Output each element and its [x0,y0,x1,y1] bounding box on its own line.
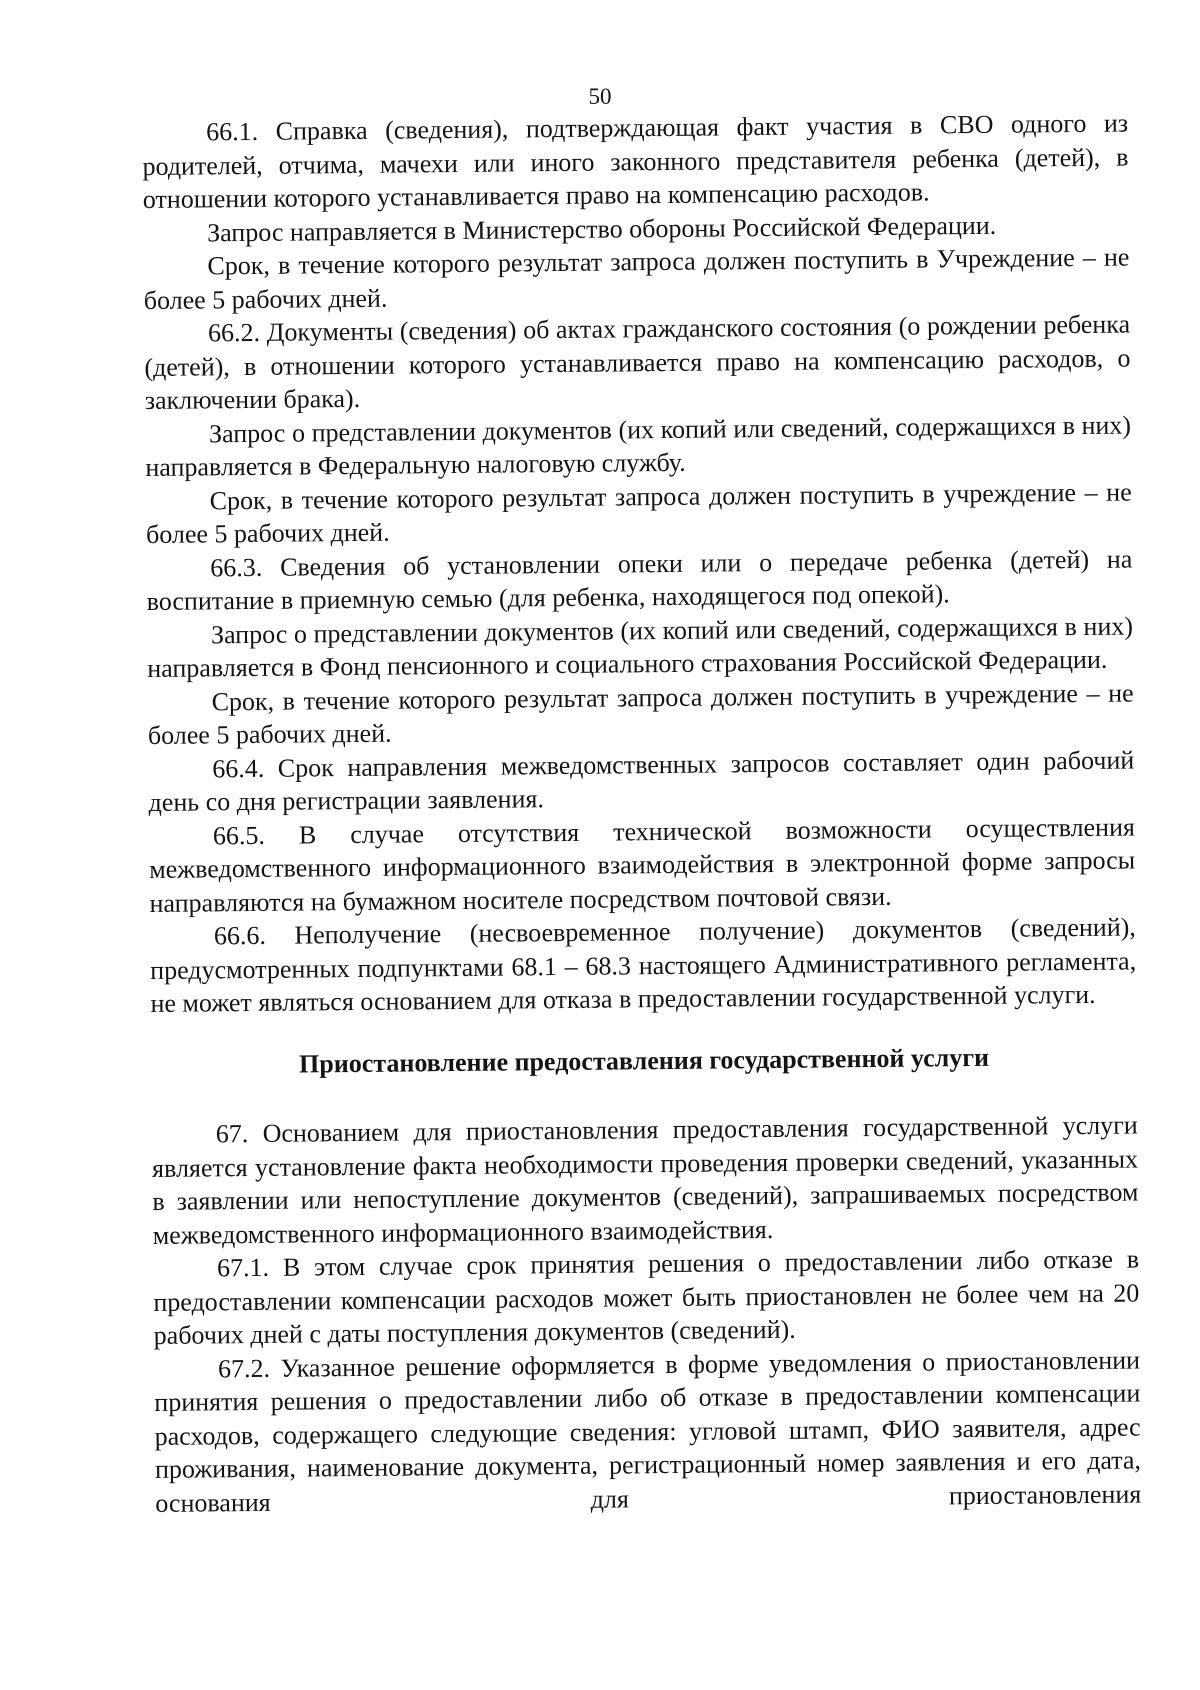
paragraph-66-1-deadline: Срок, в течение которого результат запроса должен поступить в Учреждение – не более 5 рабочих дней. [143,242,1130,315]
section-heading: Приостановление предоставления государственной услуги [298,1042,990,1079]
paragraph-67-1: 67.1. В этом случае срок принятия решения о предоставлении либо отказе в предоставлении компенсации расходов может быть приостановлен не более чем на 20 рабочих дней с даты поступления документов (сведений). [153,1244,1140,1350]
page-number: 50 [588,84,612,109]
paragraph-66-3: 66.3. Сведения об установлении опеки или о передаче ребенка (детей) на воспитание в приемную семью (для ребенка, находящегося под опекой). [146,544,1133,616]
paragraph-66-6: 66.6. Неполучение (несвоевременное получение) документов (сведений), предусмотренных подпунктами 68.1 – 68.3 настоящего Административного регламента, не может являться основанием для отказа в предоставлении государственной услуги. [150,912,1137,1018]
paragraph-66-2: 66.2. Документы (сведения) об актах гражданского состояния (о рождении ребенка (детей), в отношении которого устанавливается право на компенсацию расходов, о заключении брака). [144,309,1131,415]
paragraph-66-5: 66.5. В случае отсутствия технической возможности осуществления межведомственного информационного взаимодействия в электронной форме запросы направляются на бумажном носителе посредством почтовой связи. [149,812,1136,918]
paragraph-66-4: 66.4. Срок направления межведомственных запросов составляет один рабочий день со дня регистрации заявления. [148,745,1135,817]
paragraph-66-3-deadline: Срок, в течение которого результат запроса должен поступить в учреждение – не более 5 рабочих дней. [147,678,1134,750]
paragraph-66-1-request: Запрос направляется в Министерство обороны Российской Федерации. [206,210,997,247]
paragraph-67-2: 67.2. Указанное решение оформляется в форме уведомления о приостановлении принятия решения о предоставлении либо об отказе в предоставлении компенсации расходов, содержащего следующие сведения: угловой штамп, ФИО заявителя, адрес проживания, наименование документа, регистрационный номер заявления и его дата, основания для приостановления [154,1344,1142,1518]
document-body [142,107,1141,1520]
paragraph-67: 67. Основанием для приостановления предоставления государственной услуги является установление факта необходимости проведения проверки сведений, указанных в заявлении или непоступление документов (сведений), запрашиваемых посредством межведомственного информационного взаимодействия. [151,1110,1139,1250]
paragraph-66-3-request: Запрос о представлении документов (их копий или сведений, содержащихся в них) направляется в Фонд пенсионного и социального страхования Российской Федерации. [147,611,1134,683]
paragraph-66-1: 66.1. Справка (сведения), подтверждающая факт участия в СВО одного из родителей, отчима, мачехи или иного законного представителя ребенка (детей), в отношении которого устанавливается право на компенсацию расходов. [142,108,1129,214]
paragraph-66-2-request: Запрос о представлении документов (их копий или сведений, содержащихся в них) направляется в Федеральную налоговую службу. [145,410,1132,482]
paragraph-66-2-deadline: Срок, в течение которого результат запроса должен поступить в учреждение – не более 5 рабочих дней. [145,477,1132,549]
